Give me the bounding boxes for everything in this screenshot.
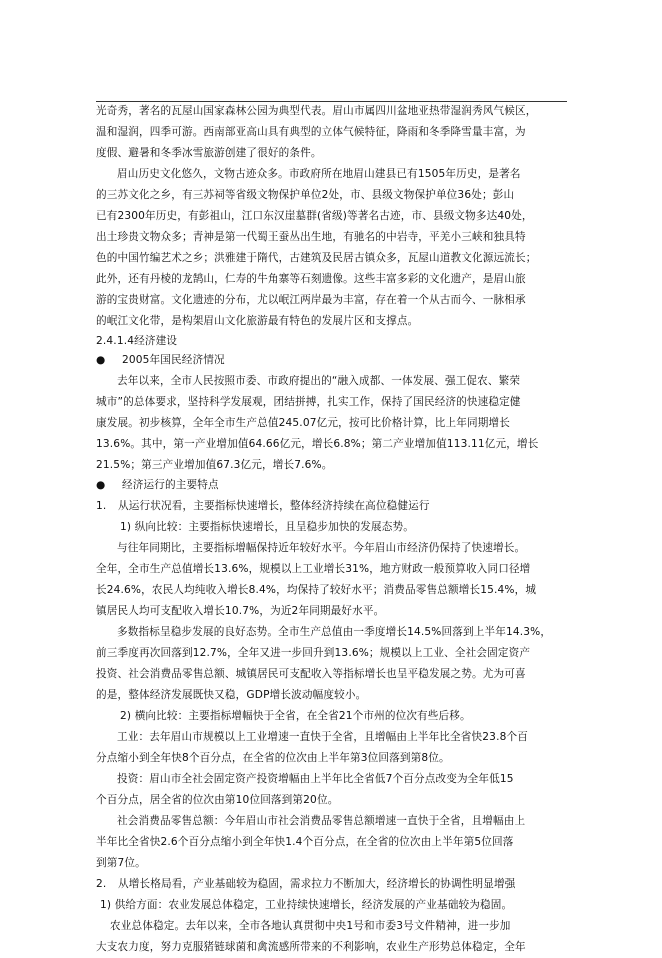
text-line: 投资：眉山市全社会固定资产投资增幅由上半年比全省低7个百分点改变为全年低15 (117, 773, 514, 785)
sub-item: 1) 供给方面：农业发展总体稳定，工业持续快速增长，经济发展的产业基础较为稳固。 (100, 899, 513, 911)
text-line: 13.6%。其中，第一产业增加值64.66亿元，增长6.8%；第二产业增加值113.11亿元，增长 (96, 438, 539, 450)
text-line: 分点缩小到全年快8个百分点，在全省的位次由上半年第3位回落到第8位。 (96, 752, 450, 764)
text-line: 色的中国竹编艺术之乡；洪雅建于隋代，古建筑及民居古镇众多，瓦屋山道教文化源远流长； (96, 252, 537, 264)
text-line: 农业总体稳定。去年以来，全市各地认真贯彻中央1号和市委3号文件精神，进一步加 (110, 920, 511, 932)
sub-item: 2) 横向比较：主要指标增幅快于全省，在全省21个市州的位次有些后移。 (120, 710, 471, 722)
text-line: 的三苏文化之乡，有三苏祠等省级文物保护单位2处，市、县级文物保护单位36处；彭山 (96, 189, 515, 201)
sub-item: 1) 纵向比较：主要指标快速增长，且呈稳步加快的发展态势。 (120, 521, 415, 533)
text-line: 眉山历史文化悠久，文物古迹众多。市政府所在地眉山建县已有1505年历史，是著名 (117, 168, 521, 180)
bullet-icon: ● (96, 479, 106, 491)
text-line: 度假、避暑和冬季冰雪旅游创建了很好的条件。 (96, 147, 322, 159)
text-line: 大支农力度，努力克服猪链球菌和禽流感所带来的不利影响，农业生产形势总体稳定，全年 (96, 941, 526, 953)
text-line: 投资、社会消费品零售总额、城镇居民可支配收入等指标增长也呈平稳发展之势。尤为可喜 (96, 668, 526, 680)
text-line: 康发展。初步核算，全年全市生产总值245.07亿元，按可比价格计算，比上年同期增长 (96, 417, 510, 429)
text-line: 游的宝贵财富。文化遗迹的分布，尤以岷江两岸最为丰富，存在着一个从古而今、一脉相承 (96, 294, 526, 306)
text-line: 长24.6%，农民人均纯收入增长8.4%，均保持了较好水平；消费品零售总额增长15.4%，城 (96, 584, 537, 596)
text-line: 出土珍贵文物众多；青神是第一代蜀王蚕丛出生地，有驰名的中岩寺，平羌小三峡和独具特 (96, 231, 526, 243)
bullet-icon: ● (96, 354, 106, 366)
bullet-heading: ● 经济运行的主要特点 (96, 475, 568, 496)
text-line: 工业：去年眉山市规模以上工业增速一直快于全省，且增幅由上半年比全省快23.8个百 (117, 731, 528, 743)
text-line: 城市”的总体要求，坚持科学发展观，团结拼搏，扎实工作，保持了国民经济的快速稳定健 (96, 396, 521, 408)
text-line: 的岷江文化带，是构架眉山文化旅游最有特色的发展片区和支撑点。 (96, 315, 419, 327)
text-line: 社会消费品零售总额：今年眉山市社会消费品零售总额增速一直快于全省，且增幅由上 (117, 815, 526, 827)
text-line: 到第7位。 (96, 857, 146, 869)
text-line: 光奇秀，著名的瓦屋山国家森林公园为典型代表。眉山市属四川盆地亚热带湿润秀风气候区， (96, 105, 537, 117)
numbered-item: 1. 从运行状况看，主要指标快速增长，整体经济持续在高位稳健运行 (96, 500, 430, 512)
text-line: 镇居民人均可支配收入增长10.7%，为近2年同期最好水平。 (96, 605, 385, 617)
text-line: 温和湿润，四季可游。西南部亚高山具有典型的立体气候特征，降雨和冬季降雪量丰富，为 (96, 126, 526, 138)
section-heading: 2.4.1.4经济建设 (96, 335, 178, 347)
text-line: 去年以来，全市人民按照市委、市政府提出的“融入成都、一体发展、强工促农、繁荣 (117, 375, 521, 387)
text-line: 21.5%；第三产业增加值67.3亿元，增长7.6%。 (96, 459, 333, 471)
text-line: 的是，整体经济发展既快又稳，GDP增长波动幅度较小。 (96, 689, 367, 701)
text-line: 个百分点，居全省的位次由第10位回落到第20位。 (96, 794, 339, 806)
numbered-item: 2. 从增长格局看，产业基础较为稳固，需求拉力不断加大，经济增长的协调性明显增强 (96, 878, 516, 890)
text-line: 与往年同期比，主要指标增幅保持近年较好水平。今年眉山市经济仍保持了快速增长。 (117, 542, 526, 554)
text-line: 已有2300年历史，有彭祖山，江口东汉崖墓群(省级)等著名古迹，市、县级文物多达40处， (96, 210, 533, 222)
text-line: 半年比全省快2.6个百分点缩小到全年快1.4个百分点，在全省的位次由上半年第5位回落 (96, 836, 514, 848)
text-line: 全年，全市生产总值增长13.6%，规模以上工业增长31%，地方财政一般预算收入同口径增 (96, 563, 531, 575)
text-line: 多数指标呈稳步发展的良好态势。全市生产总值由一季度增长14.5%回落到上半年14.3%， (117, 626, 552, 638)
bullet-heading: ● 2005年国民经济情况 (96, 350, 568, 371)
text-line: 此外，还有丹棱的龙鹄山，仁寿的牛角寨等石刻遗像。这些丰富多彩的文化遗产，是眉山旅 (96, 273, 526, 285)
text-line: 前三季度再次回落到12.7%，全年又进一步回升到13.6%；规模以上工业、全社会固定资产 (96, 647, 531, 659)
